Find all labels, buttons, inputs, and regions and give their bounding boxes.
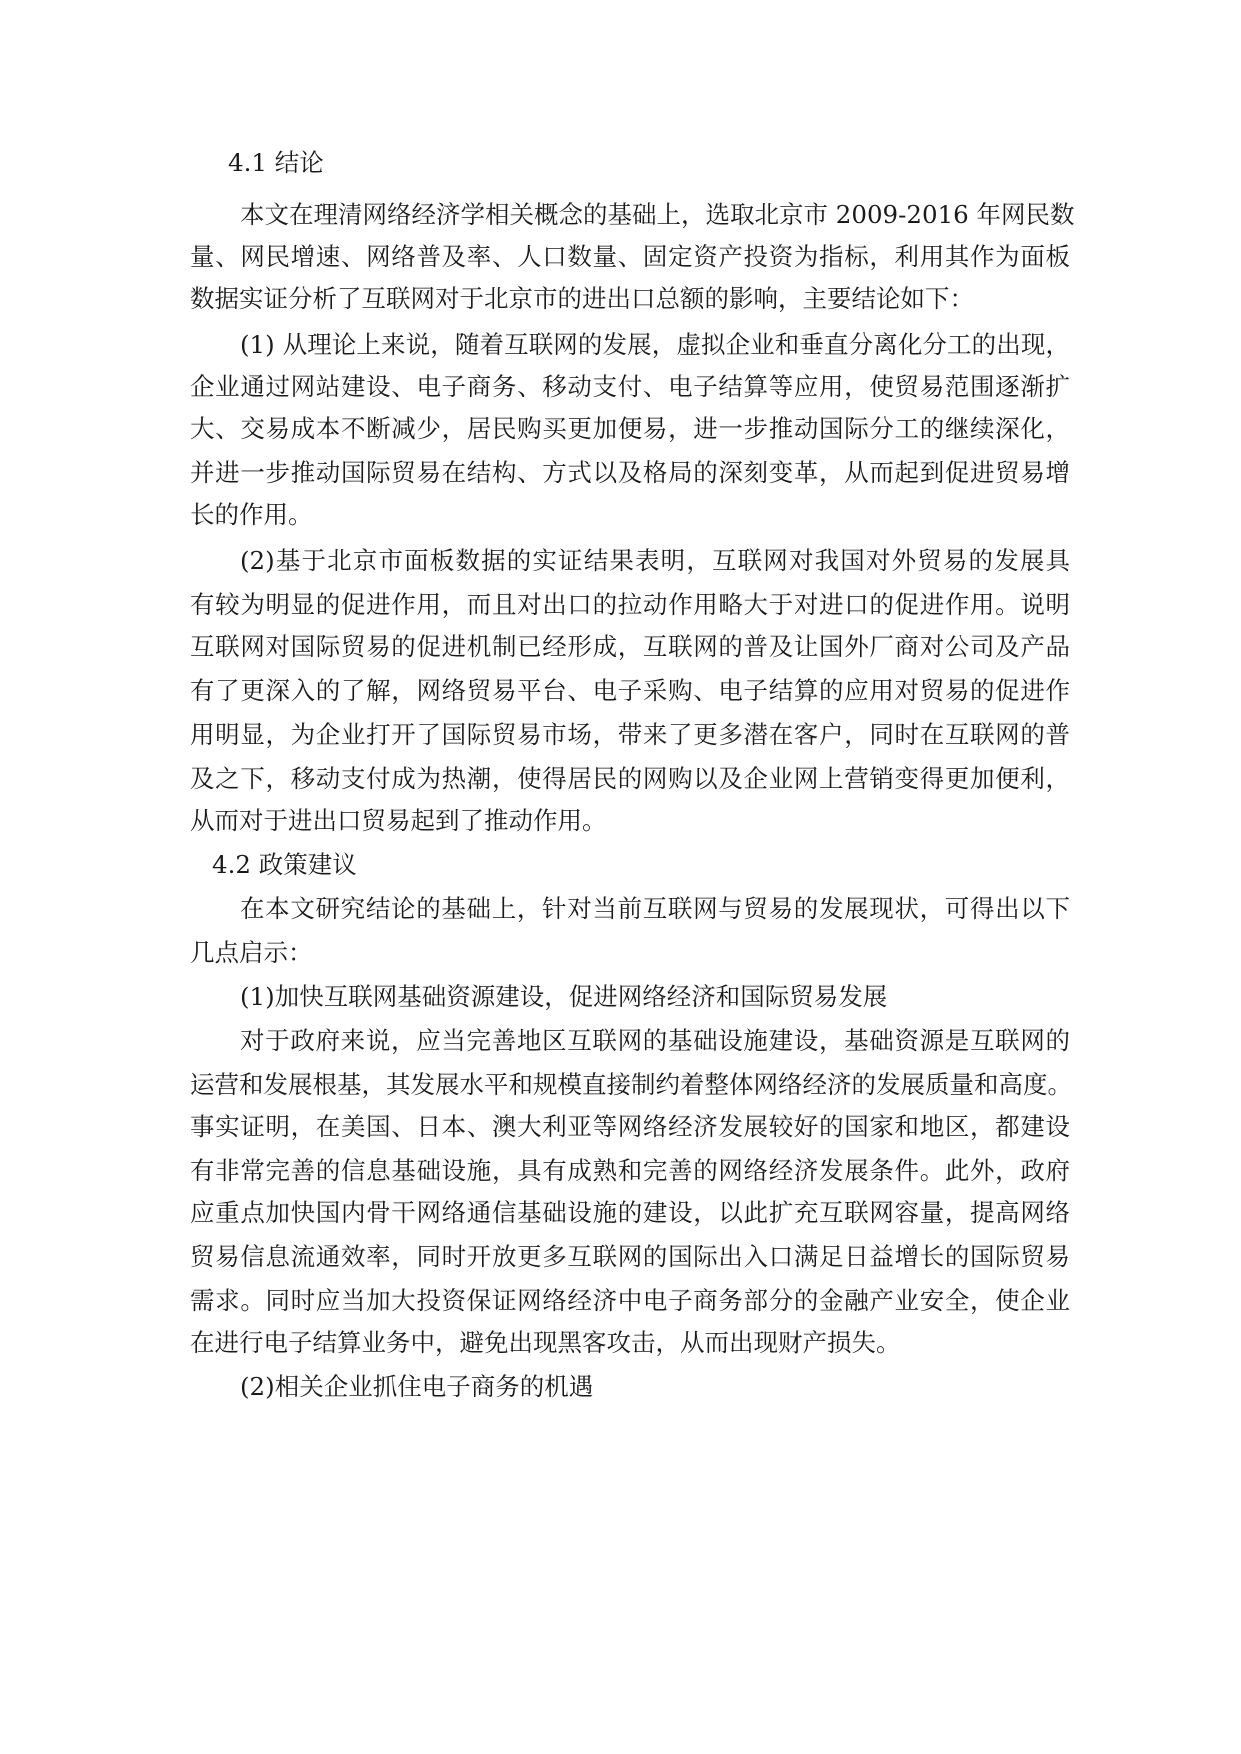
paragraph-line: 企业通过网站建设、电子商务、移动支付、电子结算等应用，使贸易范围逐渐扩	[190, 372, 1070, 401]
paragraph-line: 在进行电子结算业务中，避免出现黑客攻击，从而出现财产损失。	[190, 1328, 901, 1357]
paragraph-line: 用明显，为企业打开了国际贸易市场，带来了更多潜在客户，同时在互联网的普	[190, 720, 1070, 749]
paragraph-line: 从而对于进出口贸易起到了推动作用。	[190, 806, 607, 835]
paragraph-line: 数据实证分析了互联网对于北京市的进出口总额的影响，主要结论如下：	[190, 284, 974, 313]
paragraph-line: 本文在理清网络经济学相关概念的基础上，选取北京市 2009-2016 年网民数	[240, 200, 1075, 229]
paragraph-line: 需求。同时应当加大投资保证网络经济中电子商务部分的金融产业安全，使企业	[190, 1286, 1070, 1315]
paragraph-line: 有非常完善的信息基础设施，具有成熟和完善的网络经济发展条件。此外，政府	[190, 1156, 1070, 1185]
paragraph-line: 有了更深入的了解，网络贸易平台、电子采购、电子结算的应用对贸易的促进作	[190, 676, 1070, 705]
paragraph-line: 及之下，移动支付成为热潮，使得居民的网购以及企业网上营销变得更加便利，	[190, 764, 1070, 793]
paragraph-line: 有较为明显的促进作用，而且对出口的拉动作用略大于对进口的促进作用。说明	[190, 590, 1070, 619]
paragraph-line: (1) 从理论上来说，随着互联网的发展，虚拟企业和垂直分离化分工的出现，	[240, 330, 1070, 359]
paragraph-line: 几点启示：	[190, 938, 313, 967]
paragraph-line: 运营和发展根基，其发展水平和规模直接制约着整体网络经济的发展质量和高度。	[190, 1070, 1072, 1099]
paragraph-line: 贸易信息流通效率，同时开放更多互联网的国际出入口满足日益增长的国际贸易	[190, 1242, 1070, 1271]
paragraph-line: 互联网对国际贸易的促进机制已经形成，互联网的普及让国外厂商对公司及产品	[190, 632, 1070, 661]
paragraph-line: (2)基于北京市面板数据的实证结果表明，互联网对我国对外贸易的发展具	[240, 546, 1070, 575]
paragraph-line: 事实证明，在美国、日本、澳大利亚等网络经济发展较好的国家和地区，都建设	[190, 1112, 1070, 1141]
paragraph-line: 量、网民增速、网络普及率、人口数量、固定资产投资为指标，利用其作为面板	[190, 242, 1070, 271]
section-heading-4-1: 4.1 结论	[228, 148, 324, 177]
paragraph-line: 并进一步推动国际贸易在结构、方式以及格局的深刻变革，从而起到促进贸易增	[190, 458, 1070, 487]
paragraph-line: 大、交易成本不断减少，居民购买更加便易，进一步推动国际分工的继续深化，	[190, 414, 1070, 443]
section-heading-4-2: 4.2 政策建议	[212, 850, 357, 879]
paragraph-line: 在本文研究结论的基础上，针对当前互联网与贸易的发展现状，可得出以下	[240, 894, 1070, 923]
paragraph-line: 对于政府来说，应当完善地区互联网的基础设施建设，基础资源是互联网的	[240, 1026, 1070, 1055]
subheading-1: (1)加快互联网基础资源建设，促进网络经济和国际贸易发展	[240, 982, 888, 1011]
paragraph-line: 应重点加快国内骨干网络通信基础设施的建设，以此扩充互联网容量，提高网络	[190, 1198, 1070, 1227]
paragraph-line: 长的作用。	[190, 500, 313, 529]
subheading-2: (2)相关企业抓住电子商务的机遇	[240, 1372, 594, 1401]
